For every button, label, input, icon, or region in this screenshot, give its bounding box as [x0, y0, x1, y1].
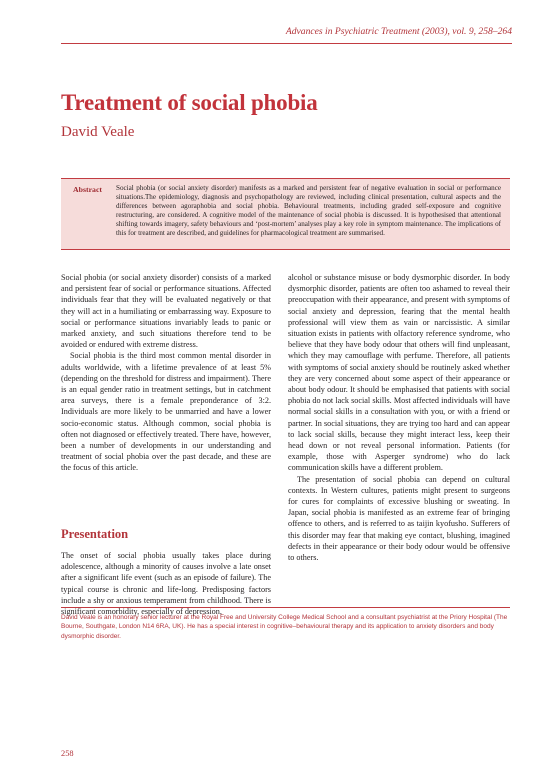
abstract-box — [61, 178, 510, 250]
body-paragraph: alcohol or substance misuse or body dysmorphic disorder. In body dysmorphic disorder, patients are often too ashamed to reveal their preoccupation with their appearance, and present with symptoms of social anxiety and depression, fearing that the mental health professional will view them as vain or narcissistic. A similar situation exists in patients with olfactory reference syndrome, who believe that they have body odour that others will find unpleasant, which they may camouflage with perfume. Therefore, all patients with symptoms of social anxiety should be routinely asked whether they are very concerned about some aspect of their appearance or about body odour. It should be emphasised that patients with social phobia do not lack social skills. Most affected individuals will have normal social skills in a consultation with you, or with a friend or partner. In social situations, they are trying too hard and can appear to lack social skills, because they might interact less, keep their head down or not reveal personal information. Patients (for example, those with Asperger syndrome) who do lack communication skills have a different problem. — [288, 273, 510, 473]
body-column-right — [288, 272, 510, 563]
body-paragraph: Social phobia (or social anxiety disorder) consists of a marked and persistent fear of social or performance situations. Affected individuals fear that they will be evaluated negatively or that they will act in a humiliating or embarrassing way. Exposure to social or performance situations invariably leads to panic or marked anxiety, and such situations therefore tend to be avoided or endured with extreme distress. — [61, 273, 271, 350]
abstract-text: Social phobia (or social anxiety disorder) manifests as a marked and persistent fear of negative evaluation in social or performance situations.The epidemiology, diagnosis and psychopathology are reviewed, including clinical presentation, cultural aspects and the differences between agoraphobia and social phobia. Behavioural treatments, including graded self-exposure and cognitive restructuring, are considered. A cognitive model of the maintenance of social phobia is discussed. It is hypothesised that attentional shifting towards imagery, safety behaviours and ‘post-mortem’ analyses play a key role in symptom maintenance. The implications of this for treatment are described, and guidelines for pharmacological treatment are summarised. — [116, 184, 501, 238]
body-paragraph: The onset of social phobia usually takes place during adolescence, although a minority of causes involve a late onset after a significant life event (such as an episode of failure). The typical course is chronic and life-long. Predisposing factors include a shy or anxious temperament from childhood. There is significant comorbidity, especially of depression, — [61, 551, 271, 617]
body-column-left — [61, 272, 271, 474]
article-author: David Veale — [61, 124, 135, 140]
page-number: 258 — [61, 749, 74, 758]
header-rule — [61, 43, 512, 44]
journal-citation: Advances in Psychiatric Treatment (2003), vol. 9, 258–264 — [285, 26, 512, 37]
section-heading-presentation: Presentation — [61, 527, 129, 541]
body-paragraph: The presentation of social phobia can depend on cultural contexts. In Western cultures, patients might present to surgeons for cures for complaints of excessive blushing or sweating. In Japan, social phobia is manifested as an extreme fear of bringing offence to others, and is referred to as taijin kyofusho. Sufferers of this disorder may fear that making eye contact, blushing, imagined defects in their appearance or their body odour would be offensive to others. — [288, 474, 510, 563]
author-footnote: David Veale is an honorary senior lecturer at the Royal Free and University College Medical School and a consultant psychiatrist at the Priory Hospital (The Bourne, Southgate, London N14 6RA, UK). He has a special interest in cognitive–behavioural therapy and its application to anxiety disorders and body dysmorphic disorder. — [61, 614, 508, 640]
footnote-rule — [61, 607, 510, 608]
body-paragraph: Social phobia is the third most common mental disorder in adults worldwide, with a lifetime prevalence of at least 5% (depending on the threshold for distress and impairment). There is an equal gender ratio in treatment settings, but in catchment area surveys, there is a female preponderance of 3:2. Individuals are more likely to be unmarried and have a lower socio-economic status. Although common, social phobia is often not diagnosed or effectively treated. There have, however, been a number of developments in our understanding and treatment of social phobia over the past decade, and these are the focus of this article. — [61, 351, 271, 473]
abstract-label: Abstract — [73, 185, 103, 194]
article-title: Treatment of social phobia — [61, 90, 318, 115]
